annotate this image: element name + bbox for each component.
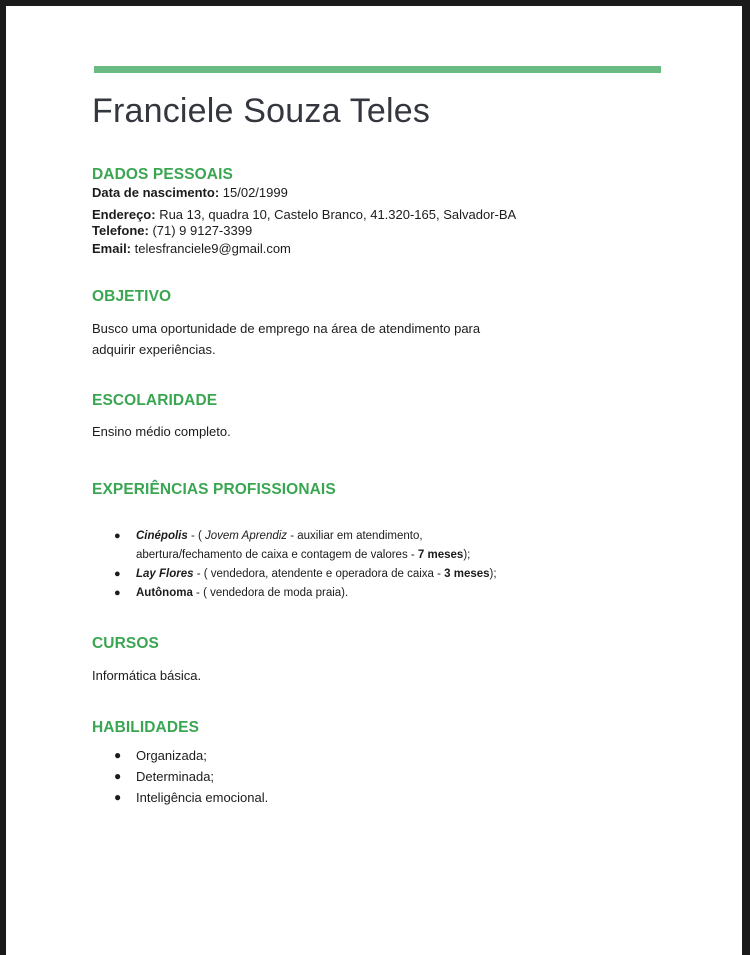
experience-desc: - ( vendedora, atendente e operadora de caixa - <box>193 568 445 580</box>
skill-text: Determinada; <box>136 769 215 784</box>
birth-date-line <box>92 185 288 200</box>
bullet-icon: ● <box>114 769 122 783</box>
resume-page <box>6 6 742 955</box>
phone-value: (71) 9 9127-3399 <box>148 223 253 238</box>
email-label: Email: <box>92 241 132 256</box>
address-value: Rua 13, quadra 10, Castelo Branco, 41.320-165, Salvador-BA <box>155 207 517 222</box>
experience-item <box>114 565 497 584</box>
experience-separator: - ( <box>187 530 206 542</box>
address-line <box>92 207 516 222</box>
skill-item <box>114 745 268 766</box>
section-title-dados-pessoais: DADOS PESSOAIS <box>92 166 233 183</box>
experience-company: Autônoma <box>136 587 193 599</box>
email-line <box>92 241 291 256</box>
experience-role: Jovem Aprendiz <box>205 530 288 542</box>
phone-label: Telefone: <box>92 223 149 238</box>
objetivo-line-1: Busco uma oportunidade de emprego na área de atendimento para <box>92 321 481 336</box>
objetivo-text <box>92 318 480 360</box>
skill-text: Organizada; <box>136 748 207 763</box>
objetivo-line-2: adquirir experiências. <box>92 342 216 357</box>
cursos-text: Informática básica. <box>92 668 202 683</box>
experience-company: Cinépolis <box>136 530 188 542</box>
bullet-icon: ● <box>114 790 122 804</box>
header-accent-bar <box>94 66 661 73</box>
experience-end: ); <box>463 549 471 561</box>
section-title-objetivo: OBJETIVO <box>92 288 172 305</box>
experience-duration: 3 meses <box>444 568 490 580</box>
bullet-icon: ● <box>114 587 121 599</box>
skill-item <box>114 787 268 808</box>
birth-date-value: 15/02/1999 <box>219 185 288 200</box>
section-title-escolaridade: ESCOLARIDADE <box>92 392 218 409</box>
escolaridade-text: Ensino médio completo. <box>92 424 231 439</box>
experience-end: ); <box>489 568 497 580</box>
experience-item <box>114 584 497 603</box>
section-title-experiencias: EXPERIÊNCIAS PROFISSIONAIS <box>92 481 336 498</box>
experience-item <box>114 527 497 565</box>
resume-name: Franciele Souza Teles <box>92 92 431 130</box>
experience-list <box>114 527 497 603</box>
bullet-icon: ● <box>114 568 121 580</box>
email-value: telesfranciele9@gmail.com <box>131 241 291 256</box>
section-title-cursos: CURSOS <box>92 635 159 652</box>
experience-desc-2: abertura/fechamento de caixa e contagem de valores - <box>136 549 418 561</box>
experience-desc: - auxiliar em atendimento, <box>287 530 423 542</box>
phone-line <box>92 223 252 238</box>
skill-item <box>114 766 268 787</box>
experience-duration: 7 meses <box>417 549 464 561</box>
skill-text: Inteligência emocional. <box>136 790 269 805</box>
bullet-icon: ● <box>114 530 121 542</box>
bullet-icon: ● <box>114 748 122 762</box>
section-title-habilidades: HABILIDADES <box>92 719 200 736</box>
experience-company: Lay Flores <box>136 568 194 580</box>
experience-desc: - ( vendedora de moda praia). <box>192 587 349 599</box>
address-label: Endereço: <box>92 207 156 222</box>
skills-list <box>114 745 268 808</box>
birth-date-label: Data de nascimento: <box>92 185 220 200</box>
